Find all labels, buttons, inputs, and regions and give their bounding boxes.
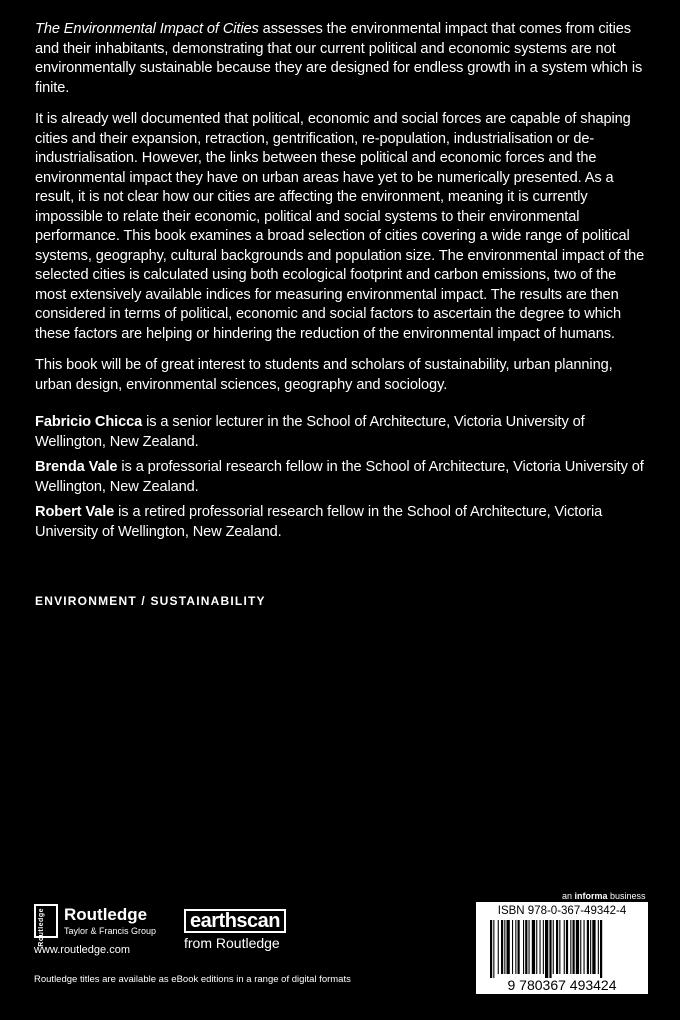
barcode-bar: [536, 920, 537, 974]
author-bio: Brenda Vale is a professorial research fellow in the School of Architecture, Victoria University of Wellington, New Zealand.: [35, 459, 644, 495]
isbn-digits: 9 780367 493424: [507, 977, 617, 992]
author-name: Fabricio Chicca: [35, 414, 143, 430]
barcode-bar: [507, 920, 510, 974]
barcode-bar: [501, 920, 503, 974]
barcode-bar: [573, 920, 575, 974]
barcode-bar: [553, 920, 554, 974]
book-title: The Environmental Impact of Cities: [35, 21, 259, 37]
barcode-bar: [592, 920, 595, 974]
description-paragraph-2: It is already well documented that political, economic and social forces are capable of shaping cities and their expansion, retraction, gentrification, re-population, industrialisation or de-industrialisation. However, the links between these political and economic forces and the environmental impact they have on urban areas have yet to be numerically presented. As a result, it is not clear how our cities are affecting the environment, meaning it is currently impossible to relate their economic, political and social systems to their environmental performance. This book examines a broad selection of cities covering a wide range of political systems, geography, cultural backgrounds and population size. The environmental impact of the selected cities is calculated using both ecological footprint and carbon emissions, two of the most extensively available indices for measuring environmental impact. The results are then considered in terms of political, economic and social factors to ascertain the degree to which these factors are helping or hindering the reduction of the environmental impact of humans.: [35, 111, 645, 342]
barcode-bar: [587, 920, 589, 974]
barcode-bar: [523, 920, 524, 974]
author-bio: Robert Vale is a retired professorial research fellow in the School of Architecture, Victoria University of Wellington, New Zealand.: [35, 504, 603, 540]
author-bio: Fabricio Chicca is a senior lecturer in the School of Architecture, Victoria University of Wellington, New Zealand.: [35, 414, 585, 450]
barcode-bar: [493, 920, 494, 978]
barcode-icon: [484, 920, 640, 992]
barcode-bar: [518, 920, 520, 974]
barcode-bar: [564, 920, 565, 974]
back-cover-text: [35, 20, 647, 548]
barcode-bar: [580, 920, 581, 974]
informa-tagline: an informa business: [562, 891, 646, 901]
barcode-bar: [598, 920, 599, 974]
description-paragraph-1: The Environmental Impact of Cities assesses the environmental impact that comes from cities and their inhabitants, demonstrating that our current political and economic systems are not environmentally sustainable because they are designed for endless growth in a system which is finite.: [35, 21, 643, 96]
barcode-bar: [559, 920, 560, 974]
barcode-bar: [584, 920, 585, 974]
barcode-bar: [532, 920, 535, 974]
barcode-bar: [543, 920, 544, 974]
barcode-bar: [540, 920, 541, 974]
publisher-name: Routledge: [64, 905, 148, 924]
barcode-bar: [498, 920, 499, 974]
earthscan-logo: [184, 909, 302, 953]
subject-category: ENVIRONMENT / SUSTAINABILITY: [35, 594, 266, 608]
description-paragraph-3: This book will be of great interest to students and scholars of sustainability, urban planning, urban design, environmental sciences, geography and sociology.: [35, 357, 613, 393]
barcode-bar: [529, 920, 530, 974]
barcode-bar: [549, 920, 551, 978]
barcode-bar: [590, 920, 591, 974]
author-name: Brenda Vale: [35, 459, 118, 475]
isbn-barcode: [476, 902, 648, 994]
barcode-bar: [576, 920, 579, 974]
barcode-bar: [490, 920, 492, 978]
imprint-name: earthscan: [184, 909, 286, 933]
barcode-bar: [512, 920, 513, 974]
imprint-from: from Routledge: [184, 935, 280, 951]
author-name: Robert Vale: [35, 504, 115, 520]
barcode-bar: [515, 920, 516, 974]
barcode-bar: [556, 920, 558, 974]
ebook-note: Routledge titles are available as eBook editions in a range of digital formats: [34, 974, 351, 985]
barcode-bar: [600, 920, 602, 978]
publisher-group: Taylor & Francis Group: [64, 926, 157, 936]
barcode-bar: [566, 920, 568, 974]
isbn-label: ISBN 978-0-367-49342-4: [497, 905, 627, 917]
barcode-bar: [525, 920, 527, 974]
routledge-mark-icon: Routledge: [34, 904, 58, 938]
publisher-url[interactable]: www.routledge.com: [34, 944, 130, 956]
barcode-bar: [570, 920, 571, 974]
barcode-bar: [545, 920, 548, 978]
barcode-bar: [504, 920, 505, 974]
